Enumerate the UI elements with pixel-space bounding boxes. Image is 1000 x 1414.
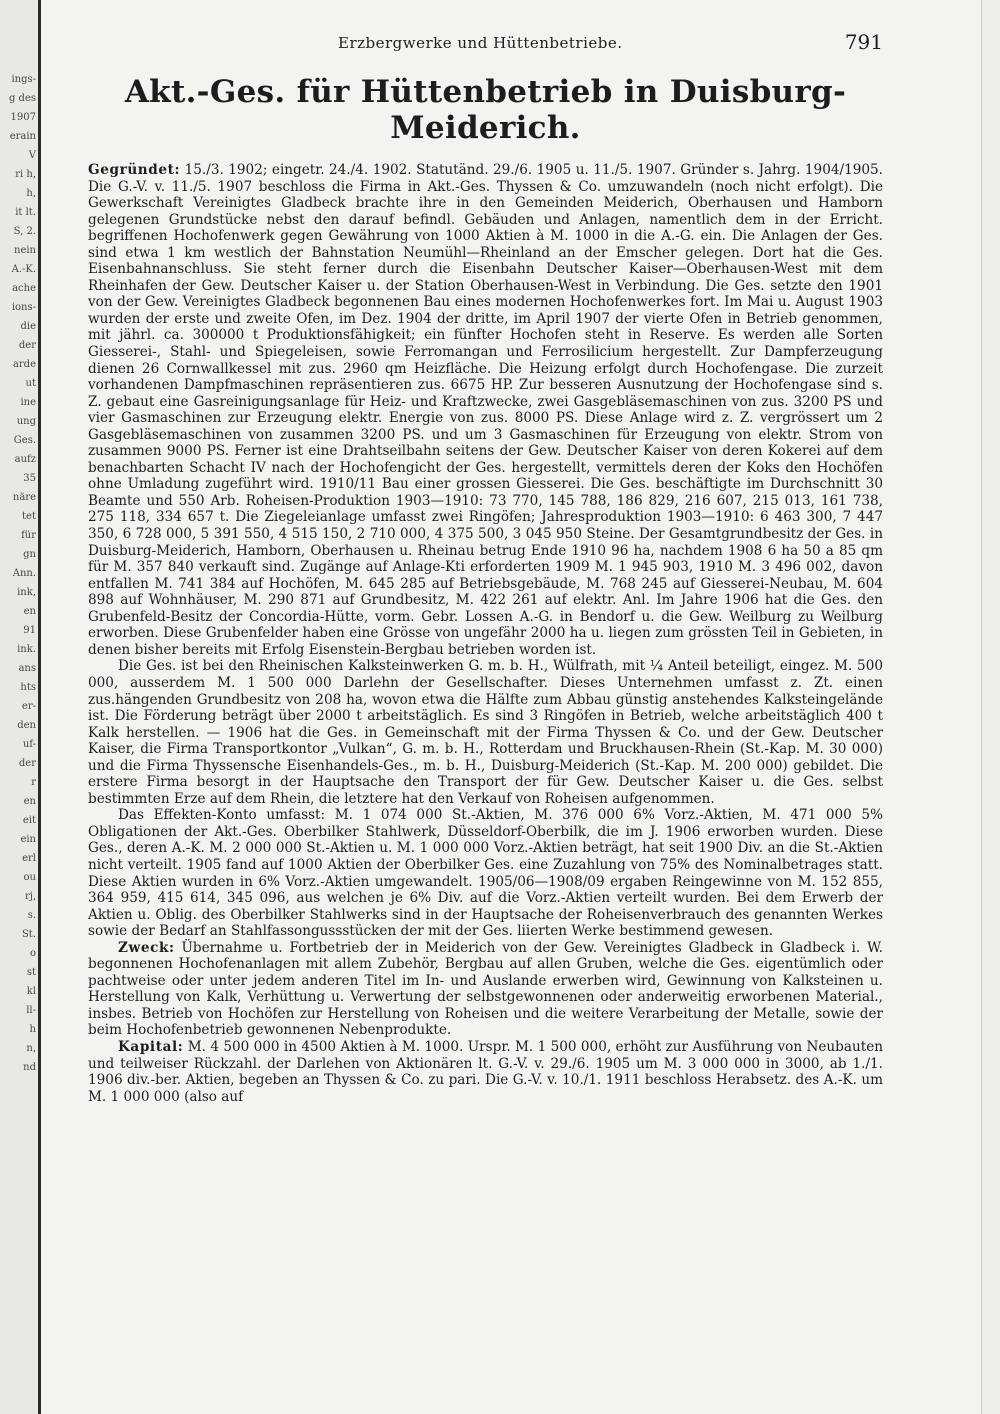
bleed-fragment: ine bbox=[20, 397, 36, 408]
bleed-fragment: ache bbox=[12, 283, 36, 294]
label-gegruendet: Gegründet: bbox=[88, 162, 181, 178]
running-header bbox=[88, 0, 883, 62]
bleed-fragment: en bbox=[23, 606, 36, 617]
bleed-fragment: V bbox=[28, 150, 36, 161]
bleed-fragment: der bbox=[18, 758, 36, 769]
bleed-fragment: n, bbox=[26, 1043, 36, 1054]
company-entry-body bbox=[88, 162, 883, 1105]
bleed-fragment: arde bbox=[12, 359, 36, 370]
bleed-fragment: der bbox=[18, 340, 36, 351]
bleed-fragment: ions- bbox=[11, 302, 36, 313]
label-zweck: Zweck: bbox=[118, 939, 175, 956]
bleed-fragment: nd bbox=[23, 1062, 36, 1073]
bleed-fragment: die bbox=[20, 321, 36, 332]
text-gegruendet: 15./3. 1902; eingetr. 24./4. 1902. Statutänd. 29./6. 1905 u. 11./5. 1907. Gründer s. Jahrg. 1904/1905. Die G.-V. v. 11./5. 1907 beschloss die Firma in Akt.-Ges. Thyssen & Co. umzuwandeln (noch nicht erfolgt). Die Gewerkschaft Vereinigtes Gladbeck brachte ihre in den Gemeinden Meiderich, Oberhausen und Hamborn gelegenen Grundstücke nebst den darauf befindl. Gebäuden und Anlagen, namentlich dem in der Erricht. begriffenen Hochofenwerk gegen Gewährung von 1000 Aktien à M. 1000 in die A.-G. ein. Die Anlagen der Ges. sind etwa 1 km westlich der Bahnstation Neumühl—Rheinland an der Emscher gelegen. Dort hat die Ges. Eisenbahnanschluss. Sie steht ferner durch die Eisenbahn Deutscher Kaiser—Oberhausen-West mit dem Rheinhafen der Gew. Deutscher Kaiser u. der Station Oberhausen-West in Verbindung. Die Ges. setzte den 1901 von der Gew. Vereinigtes Gladbeck begonnenen Bau eines modernen Hochofenwerkes fort. Im Mai u. August 1903 wurden der erste und zweite Ofen, im Dez. 1904 der dritte, im April 1907 der vierte Ofen in Betrieb genommen, mit jährl. ca. 300000 t Produktionsfähigkeit; ein fünfter Hochofen steht in Reserve. Es werden alle Sorten Giesserei-, Stahl- und Spiegeleisen, sowie Ferromangan und Ferrosilicium hergestellt. Zur Dampferzeugung dienen 26 Cornwallkessel mit zus. 2960 qm Heizfläche. Die Heizung erfolgt durch Hochofengase. Die zurzeit vorhandenen Dampfmaschinen repräsentieren zus. 6675 HP. Zur besseren Ausnutzung der Hochofengase sind s. Z. gebaut eine Gasreinigungsanlage für Heiz- und Kraftzwecke, zwei Gasgebläsemaschinen von zus. 3200 PS und vier Gasmaschinen zur Erzeugung elektr. Energie von zus. 8000 PS. Diese Anlage wird z. Z. vergrössert um 2 Gasgebläsemaschinen von zusammen 3200 PS. und um 3 Gasmaschinen für Erzeugung von elektr. Strom von zusammen 9000 PS. Ferner ist eine Drahtseilbahn seitens der Gew. Deutscher Kaiser von deren Kokerei auf dem benachbarten Schacht IV nach der Hochofengicht der Ges. hergestellt, vermittels deren der Koks den Hochöfen ohne Umladung zugeführt wird. 1910/11 Bau einer grossen Giesserei. Die Ges. beschäftigte im Durchschnitt 30 Beamte und 550 Arb. Roheisen-Produktion 1903—1910: 73 770, 145 788, 186 829, 216 607, 215 013, 161 738, 275 118, 334 657 t. Die Ziegeleianlage umfasst zwei Ringöfen; Jahresproduktion 1903—1910: 6 463 300, 7 447 350, 6 728 000, 5 391 550, 4 515 150, 2 710 000, 4 375 500, 3 045 950 Steine. Der Gesamtgrundbesitz der Ges. in Duisburg-Meiderich, Hamborn, Oberhausen u. Rheinau betrug Ende 1910 96 ha, nachdem 1908 6 ha 50 a 85 qm für M. 357 840 verkauft sind. Zugänge auf Anlage-Kti erforderten 1909 M. 1 945 903, 1910 M. 3 496 002, davon entfallen M. 741 384 auf Hochöfen, M. 645 285 auf Betriebsgebäude, M. 768 245 auf Giesserei-Neubau, M. 604 898 auf Wohnhäuser, M. 290 871 auf Grundbesitz, M. 422 261 auf elektr. Anl. Im Jahre 1906 hat die Ges. den Grubenfeld-Besitz der Concordia-Hütte, vorm. Gebr. Lossen A.-G. in Bendorf u. die Gew. Weilburg zu Weilburg erworben. Diese Grubenfelder haben eine Grösse von ungefähr 2000 ha u. liegen zum grössten Teil in Gebieten, in denen bisher bereits mit Erfolg Eisenstein-Bergbau betrieben worden ist. bbox=[88, 162, 883, 658]
bleed-fragment: rj, bbox=[24, 891, 36, 902]
bleed-fragment: aufz bbox=[14, 454, 36, 465]
paragraph-kapital bbox=[88, 1039, 883, 1105]
bleed-fragment: nein bbox=[14, 245, 36, 256]
bleed-fragment: ans bbox=[18, 663, 36, 674]
facing-page-bleed bbox=[0, 70, 36, 1077]
bleed-fragment: kl bbox=[26, 986, 36, 997]
bleed-fragment: ll- bbox=[26, 1005, 36, 1016]
bleed-fragment: St. bbox=[21, 929, 36, 940]
bleed-fragment: h, bbox=[26, 188, 36, 199]
bleed-fragment: st bbox=[26, 967, 36, 978]
bleed-fragment: uf- bbox=[22, 739, 36, 750]
bleed-fragment: eit bbox=[22, 815, 36, 826]
bleed-fragment: ings- bbox=[11, 74, 36, 85]
book-spine-edge bbox=[38, 0, 41, 1414]
bleed-fragment: er- bbox=[21, 701, 36, 712]
bleed-fragment: g des bbox=[8, 93, 36, 104]
bleed-fragment: h bbox=[29, 1024, 36, 1035]
bleed-fragment: ink, bbox=[17, 587, 36, 598]
bleed-fragment: ein bbox=[20, 834, 36, 845]
bleed-fragment: ung bbox=[16, 416, 36, 427]
page-number: 791 bbox=[844, 30, 883, 54]
paragraph-effekten bbox=[88, 807, 883, 939]
text-kalkstein: Die Ges. ist bei den Rheinischen Kalksteinwerken G. m. b. H., Wülfrath, mit ¼ Anteil beteiligt, eingez. M. 500 000, ausserdem M. 1 500 000 Darlehn der Gesellschafter. Dieses Unternehmen umfasst z. Zt. einen zus.hängenden Grundbesitz von 208 ha, wovon etwa die Hälfte zum Abbau günstig anstehendes Kalksteingelände ist. Die Förderung beträgt über 2000 t arbeitstäglich. Es sind 3 Ringöfen in Betrieb, welche arbeitstäglich 400 t Kalk herstellen. — 1906 hat die Ges. in Gemeinschaft mit der Firma Thyssen & Co. und der Gew. Deutscher Kaiser, die Firma Transportkontor „Vulkan“, G. m. b. H., Rotterdam und Bruckhausen-Rhein (St.-Kap. M. 30 000) und die Firma Thyssensche Eisenhandels-Ges., m. b. H., Duisburg-Meiderich (St.-Kap. M. 200 000) gebildet. Die erstere Firma besorgt in der Hauptsache den Transport der für Gew. Deutscher Kaiser u. die Ges. selbst bestimmten Erze auf dem Rhein, die letztere hat den Verkauf von Roheisen aufgenommen. bbox=[88, 658, 883, 807]
text-zweck: Übernahme u. Fortbetrieb der in Meiderich von der Gew. Vereinigtes Gladbeck in Gladbeck i. W. begonnenen Hochofenanlagen mit allem Zubehör, Bergbau auf allen Gruben, welche die Ges. eigentümlich oder pachtweise oder unter jedem anderen Titel im In- und Auslande erwerben wird, Gewinnung von Kalksteinen u. Herstellung von Kalk, Verhüttung u. Verwertung der selbstgewonnenen oder anderweitig erworbenen Material., insbes. Betrieb von Hochöfen zur Herstellung von Roheisen und die weitere Verarbeitung der Metalle, sowie der beim Hochofenbetrieb gewonnenen Nebenprodukte. bbox=[88, 939, 883, 1039]
bleed-fragment: ri h, bbox=[15, 169, 36, 180]
document-page bbox=[88, 0, 883, 1105]
bleed-fragment: näre bbox=[12, 492, 36, 503]
bleed-fragment: S, 2. bbox=[13, 226, 36, 237]
bleed-fragment: Ann. bbox=[12, 568, 36, 579]
text-effekten: Das Effekten-Konto umfasst: M. 1 074 000 St.-Aktien, M. 376 000 6% Vorz.-Aktien, M. 471 000 5% Obligationen der Akt.-Ges. Oberbilker Stahlwerk, Düsseldorf-Oberbilk, die im J. 1906 erworben wurden. Diese Ges., deren A.-K. M. 2 000 000 St.-Aktien u. M. 1 000 000 Vorz.-Aktien beträgt, hat seit 1900 Div. an die St.-Aktien nicht verteilt. 1905 fand auf 1000 Aktien der Oberbilker Ges. eine Zuzahlung von 75% des Nominalbetrages statt. Diese Aktien wurden in 6% Vorz.-Aktien umgewandelt. 1905/06—1908/09 ergaben Reingewinne von M. 152 855, 364 959, 415 614, 345 096, aus welchen je 6% Div. auf die Vorz.-Aktien verteilt wurden. Bei dem Erwerb der Aktien u. Oblig. des Oberbilker Stahlwerks sind in der Hauptsache der Roheisenverbrauch des genannten Werkes sowie der Bedarf an Stahlfassongussstücken der mit der Ges. liierten Werke bestimmend gewesen. bbox=[88, 807, 883, 940]
label-kapital: Kapital: bbox=[118, 1038, 184, 1055]
bleed-fragment: A.-K. bbox=[11, 264, 36, 275]
paragraph-zweck bbox=[88, 940, 883, 1039]
bleed-fragment: Ges. bbox=[13, 435, 36, 446]
bleed-fragment: für bbox=[21, 530, 36, 541]
bleed-fragment: 1907 bbox=[10, 112, 36, 123]
bleed-fragment: erain bbox=[9, 131, 36, 142]
text-kapital: M. 4 500 000 in 4500 Aktien à M. 1000. Urspr. M. 1 500 000, erhöht zur Ausführung von Neubauten und teilweiser Rückzahl. der Darlehen von Aktionären lt. G.-V. v. 29./6. 1905 um M. 3 000 000 in 3000, ab 1./1. 1906 div.-ber. Aktien, begeben an Thyssen & Co. zu pari. Die G.-V. v. 10./1. 1911 beschloss Herabsetz. des A.-K. um M. 1 000 000 (also auf bbox=[88, 1038, 883, 1105]
bleed-fragment: gn bbox=[23, 549, 36, 560]
bleed-fragment: ink. bbox=[17, 644, 36, 655]
bleed-fragment: hts bbox=[20, 682, 36, 693]
bleed-fragment: den bbox=[17, 720, 36, 731]
scan-right-margin bbox=[981, 0, 1000, 1414]
paragraph-kalkstein bbox=[88, 658, 883, 807]
bleed-fragment: 91 bbox=[23, 625, 36, 636]
bleed-fragment: 35 bbox=[23, 473, 36, 484]
bleed-fragment: en bbox=[23, 796, 36, 807]
bleed-fragment: o bbox=[29, 948, 36, 959]
bleed-fragment: erl bbox=[22, 853, 36, 864]
company-title: Akt.-Ges. für Hüttenbetrieb in Duisburg-Meiderich. bbox=[124, 74, 847, 146]
running-title: Erzbergwerke und Hüttenbetriebe. bbox=[338, 34, 623, 52]
bleed-fragment: it lt. bbox=[15, 207, 36, 218]
bleed-fragment: ou bbox=[23, 872, 36, 883]
bleed-fragment: s. bbox=[27, 910, 36, 921]
paragraph-gegruendet bbox=[88, 162, 883, 658]
bleed-fragment: r bbox=[31, 777, 36, 788]
bleed-fragment: ut bbox=[25, 378, 36, 389]
bleed-fragment: tet bbox=[22, 511, 36, 522]
